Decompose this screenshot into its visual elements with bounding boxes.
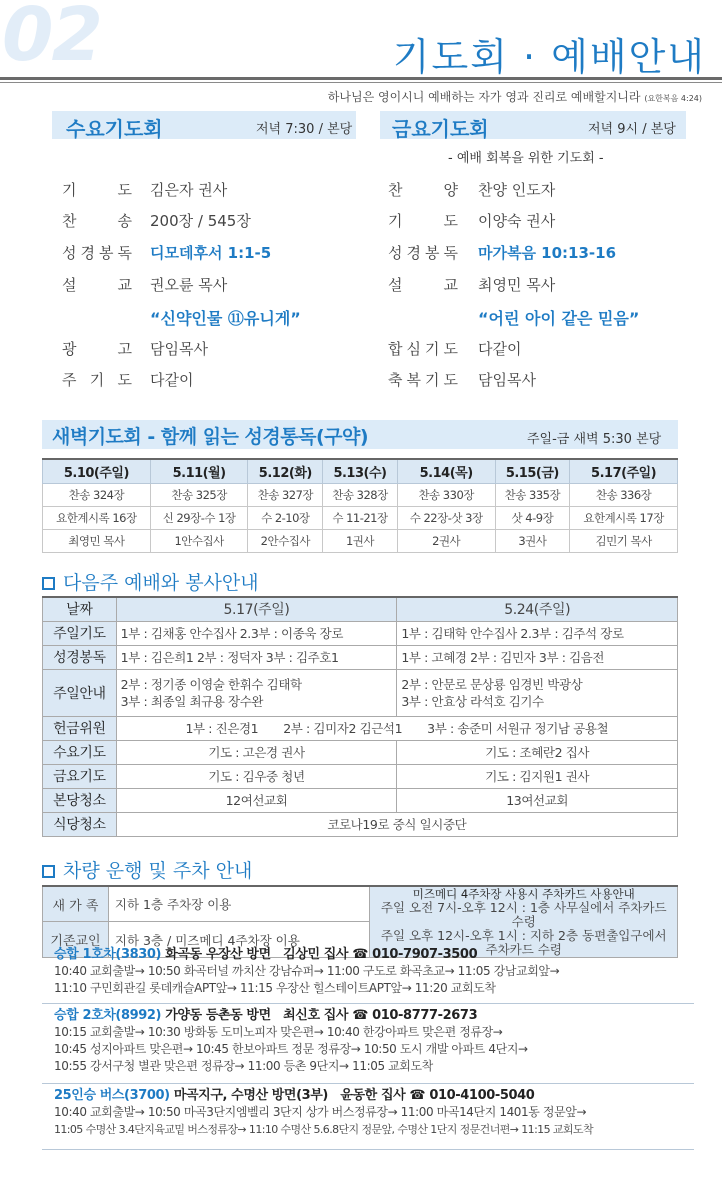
fri-title: 금요기도회 [392, 117, 489, 141]
row-label: 주일기도 [43, 621, 117, 645]
wed-title: 수요기도회 [66, 117, 163, 141]
cell: 13여선교회 [397, 788, 678, 812]
route-line: 10:15 교회출발→ 10:30 방화동 도미노피자 맞은편→ 10:40 한강아파트 맞은편 정류장→ [54, 1025, 503, 1039]
day-header: 5.10(주일) [43, 459, 151, 483]
day-header: 5.13(수) [323, 459, 398, 483]
cell: 지하 3층 / 미즈메디 4주차장 이용 [108, 922, 370, 958]
divider [42, 1003, 694, 1004]
cell: 기도 : 고은경 권사 [116, 740, 397, 764]
header-cell: 날짜 [43, 597, 117, 621]
dawn-time: 주일-금 새벽 5:30 본당 [527, 432, 662, 447]
verse-ref: (요한복음 4:24) [644, 94, 702, 103]
cell-line: 2부 : 정기종 이영술 한휘수 김태학 [120, 676, 302, 692]
route-header [54, 946, 559, 963]
table-row [43, 645, 678, 669]
row-value: 200장 / 545장 [150, 212, 251, 230]
row-value: 이양숙 권사 [478, 212, 556, 230]
row-label: 광 고 [62, 340, 132, 358]
reading-cell: 요한계시록 16장 [43, 506, 151, 529]
vehicle-name: 25인승 버스(3700) [54, 1088, 170, 1103]
verse-text: 하나님은 영이시니 예배하는 자가 영과 진리로 예배할지니라 [327, 90, 641, 104]
cell: 1부 : 고혜경 2부 : 김민자 3부 : 김음전 [397, 645, 678, 669]
cell-line: 2부 : 안문로 문상룡 임경빈 박광상 [401, 676, 583, 692]
route-2 [54, 1007, 528, 1075]
reading-cell: 신 29장-수 1장 [150, 506, 248, 529]
hymn-cell: 찬송 336장 [570, 483, 678, 506]
table-row [43, 764, 678, 788]
reading-cell: 수 2-10장 [248, 506, 323, 529]
row-label: 기 도 [388, 212, 458, 230]
row-label: 주일안내 [43, 669, 117, 716]
sermon-title: “어린 아이 같은 믿음” [478, 309, 640, 328]
route-line: 10:40 교회출발→ 10:50 마곡3단지엠벨리 3단지 상가 버스정류장→ 11:00 마곡14단지 1401동 정문앞→ [54, 1105, 587, 1119]
cell: 1부 : 진은경1 2부 : 김미자2 김근석1 3부 : 송준미 서원규 정기남 공용철 [116, 716, 677, 740]
table-row [43, 716, 678, 740]
row-value: 디모데후서 1:1-5 [150, 244, 272, 262]
cell [116, 669, 397, 716]
reading-cell: 수 22장-삿 3장 [397, 506, 495, 529]
cell: 기도 : 김우중 청년 [116, 764, 397, 788]
row-label: 수요기도 [43, 740, 117, 764]
route-area: 가양동 등촌동 방면 [165, 1008, 271, 1023]
cell-line: 3부 : 안효상 라석호 김기수 [401, 693, 544, 709]
table-row [43, 597, 678, 621]
driver: 최신호 집사 [283, 1008, 349, 1023]
cell: 코로나19로 중식 일시중단 [116, 812, 677, 836]
row-label: 새 가 족 [43, 886, 109, 922]
driver: 김상민 집사 [283, 947, 349, 962]
route-header [54, 1087, 593, 1104]
leader-cell: 3권사 [495, 529, 570, 552]
table-row [43, 529, 678, 552]
table-row [43, 669, 678, 716]
row-label: 성 경 봉 독 [388, 244, 458, 262]
route-3 [54, 1087, 593, 1138]
route-1 [54, 946, 559, 997]
reading-cell: 삿 4-9장 [495, 506, 570, 529]
row-label: 합 심 기 도 [388, 340, 458, 358]
row-label: 식당청소 [43, 812, 117, 836]
wed-time: 저녁 7:30 / 본당 [256, 122, 353, 137]
hymn-cell: 찬송 328장 [323, 483, 398, 506]
dawn-title: 새벽기도회 - 함께 읽는 성경통독(구약) [52, 426, 369, 448]
cell: 1부 : 김은희1 2부 : 정덕자 3부 : 김주호1 [116, 645, 397, 669]
day-header: 5.17(주일) [570, 459, 678, 483]
table-row [43, 812, 678, 836]
service-table [42, 596, 678, 837]
parking-title [42, 856, 252, 883]
next-week-title [42, 568, 259, 595]
notice-title: 미즈메디 4주차장 사용시 주차카드 사용안내 [412, 887, 635, 901]
day-header: 5.12(화) [248, 459, 323, 483]
cell: 기도 : 조혜란2 집사 [397, 740, 678, 764]
row-value: 담임목사 [150, 340, 208, 358]
hymn-cell: 찬송 324장 [43, 483, 151, 506]
sermon-title: “신약인물 ⑪유니게” [150, 309, 301, 328]
day-header: 5.11(월) [150, 459, 248, 483]
notice-line: 주일 오후 12시-오후 1시 : 지하 2층 동편출입구에서 주차카드 수령 [380, 928, 667, 957]
hymn-cell: 찬송 330장 [397, 483, 495, 506]
row-value: 찬양 인도자 [478, 181, 556, 199]
row-label: 설 교 [62, 276, 132, 294]
route-line: 10:55 강서구청 별관 맞은편 정류장→ 11:00 등촌 9단지→ 11:05 교회도착 [54, 1059, 433, 1073]
table-row [43, 506, 678, 529]
table-row [43, 621, 678, 645]
route-area: 화곡동 우장산 방면 [165, 947, 271, 962]
hymn-cell: 찬송 327장 [248, 483, 323, 506]
row-label: 축 복 기 도 [388, 371, 458, 389]
cell: 지하 1층 주차장 이용 [108, 886, 370, 922]
row-value: 담임목사 [478, 371, 536, 389]
row-value: 다같이 [150, 371, 194, 389]
hymn-cell: 찬송 325장 [150, 483, 248, 506]
row-value: 마가복음 10:13-16 [478, 244, 617, 262]
phone: ☎ 010-7907-3500 [352, 947, 478, 962]
cell: 1부 : 김채홍 안수집사 2.3부 : 이종욱 장로 [116, 621, 397, 645]
row-value: 김은자 권사 [150, 181, 228, 199]
table-row [43, 788, 678, 812]
square-bullet-icon [42, 865, 55, 878]
row-label: 성경봉독 [43, 645, 117, 669]
vehicle-name: 승합 2호차(8992) [54, 1008, 162, 1023]
section-title: 차량 운행 및 주차 안내 [63, 860, 253, 882]
route-line: 10:40 교회출발→ 10:50 화곡터널 까치산 강남슈퍼→ 11:00 구도로 화곡초교→ 11:05 강남교회앞→ [54, 964, 560, 978]
header-cell: 5.17(주일) [116, 597, 397, 621]
divider [0, 77, 722, 80]
row-label: 설 교 [388, 276, 458, 294]
scripture-verse [328, 88, 702, 105]
table-row [43, 886, 678, 922]
row-label: 금요기도 [43, 764, 117, 788]
cell: 기도 : 김지원1 권사 [397, 764, 678, 788]
reading-cell: 수 11-21장 [323, 506, 398, 529]
leader-cell: 2안수집사 [248, 529, 323, 552]
page-title: 기도회 · 예배안내 [392, 35, 706, 79]
fri-subtitle: - 예배 회복을 위한 기도회 - [448, 151, 604, 166]
leader-cell: 1권사 [323, 529, 398, 552]
cell-line: 3부 : 최종일 최규용 장수완 [120, 693, 264, 709]
route-line: 10:45 성지아파트 맞은편→ 10:45 한보아파트 정문 정류장→ 10:50 도시 개발 아파트 4단지→ [54, 1042, 528, 1056]
leader-cell: 1안수집사 [150, 529, 248, 552]
row-label: 본당청소 [43, 788, 117, 812]
row-label: 기 도 [62, 181, 132, 199]
row-value: 다같이 [478, 340, 522, 358]
row-label: 찬 송 [62, 212, 132, 230]
notice-line: 주일 오전 7시-오후 12시 : 1층 사무실에서 주차카드 수령 [380, 900, 667, 929]
route-line: 11:10 구민회관길 롯데캐슬APT앞→ 11:15 우장산 힐스테이트APT앞→ 11:20 교회도착 [54, 981, 496, 995]
row-value: 최영민 목사 [478, 276, 556, 294]
day-header: 5.14(목) [397, 459, 495, 483]
leader-cell: 김민기 목사 [570, 529, 678, 552]
table-row [43, 459, 678, 483]
divider [42, 1149, 694, 1150]
driver: 윤동한 집사 [340, 1088, 406, 1103]
vehicle-name: 승합 1호차(3830) [54, 947, 162, 962]
square-bullet-icon [42, 577, 55, 590]
leader-cell: 최영민 목사 [43, 529, 151, 552]
header-cell: 5.24(주일) [397, 597, 678, 621]
page-number: 02 [2, 0, 101, 78]
cell: 12여선교회 [116, 788, 397, 812]
route-area: 마곡지구, 수명산 방면(3부) [173, 1088, 328, 1103]
cell [397, 669, 678, 716]
fri-time: 저녁 9시 / 본당 [588, 122, 676, 137]
row-label: 성 경 봉 독 [62, 244, 132, 262]
route-header [54, 1007, 528, 1024]
table-row [43, 483, 678, 506]
row-label: 찬 양 [388, 181, 458, 199]
row-value: 권오륜 목사 [150, 276, 228, 294]
divider [42, 1083, 694, 1084]
route-line: 11:05 수명산 3.4단지육교밑 버스정류장→ 11:10 수명산 5.6.8단지 정문앞, 수명산 1단지 정문건너편→ 11:15 교회도착 [54, 1123, 593, 1136]
leader-cell: 2권사 [397, 529, 495, 552]
row-label: 헌금위원 [43, 716, 117, 740]
row-label: 기존교인 [43, 922, 109, 958]
phone: ☎ 010-4100-5040 [409, 1088, 535, 1103]
table-row [43, 740, 678, 764]
day-header: 5.15(금) [495, 459, 570, 483]
section-title: 다음주 예배와 봉사안내 [63, 572, 259, 594]
divider [0, 82, 722, 83]
phone: ☎ 010-8777-2673 [352, 1008, 478, 1023]
reading-cell: 요한계시록 17장 [570, 506, 678, 529]
dawn-schedule-table [42, 458, 678, 553]
hymn-cell: 찬송 335장 [495, 483, 570, 506]
row-label: 주 기 도 [62, 371, 132, 389]
cell: 1부 : 김태학 안수집사 2.3부 : 김주석 장로 [397, 621, 678, 645]
